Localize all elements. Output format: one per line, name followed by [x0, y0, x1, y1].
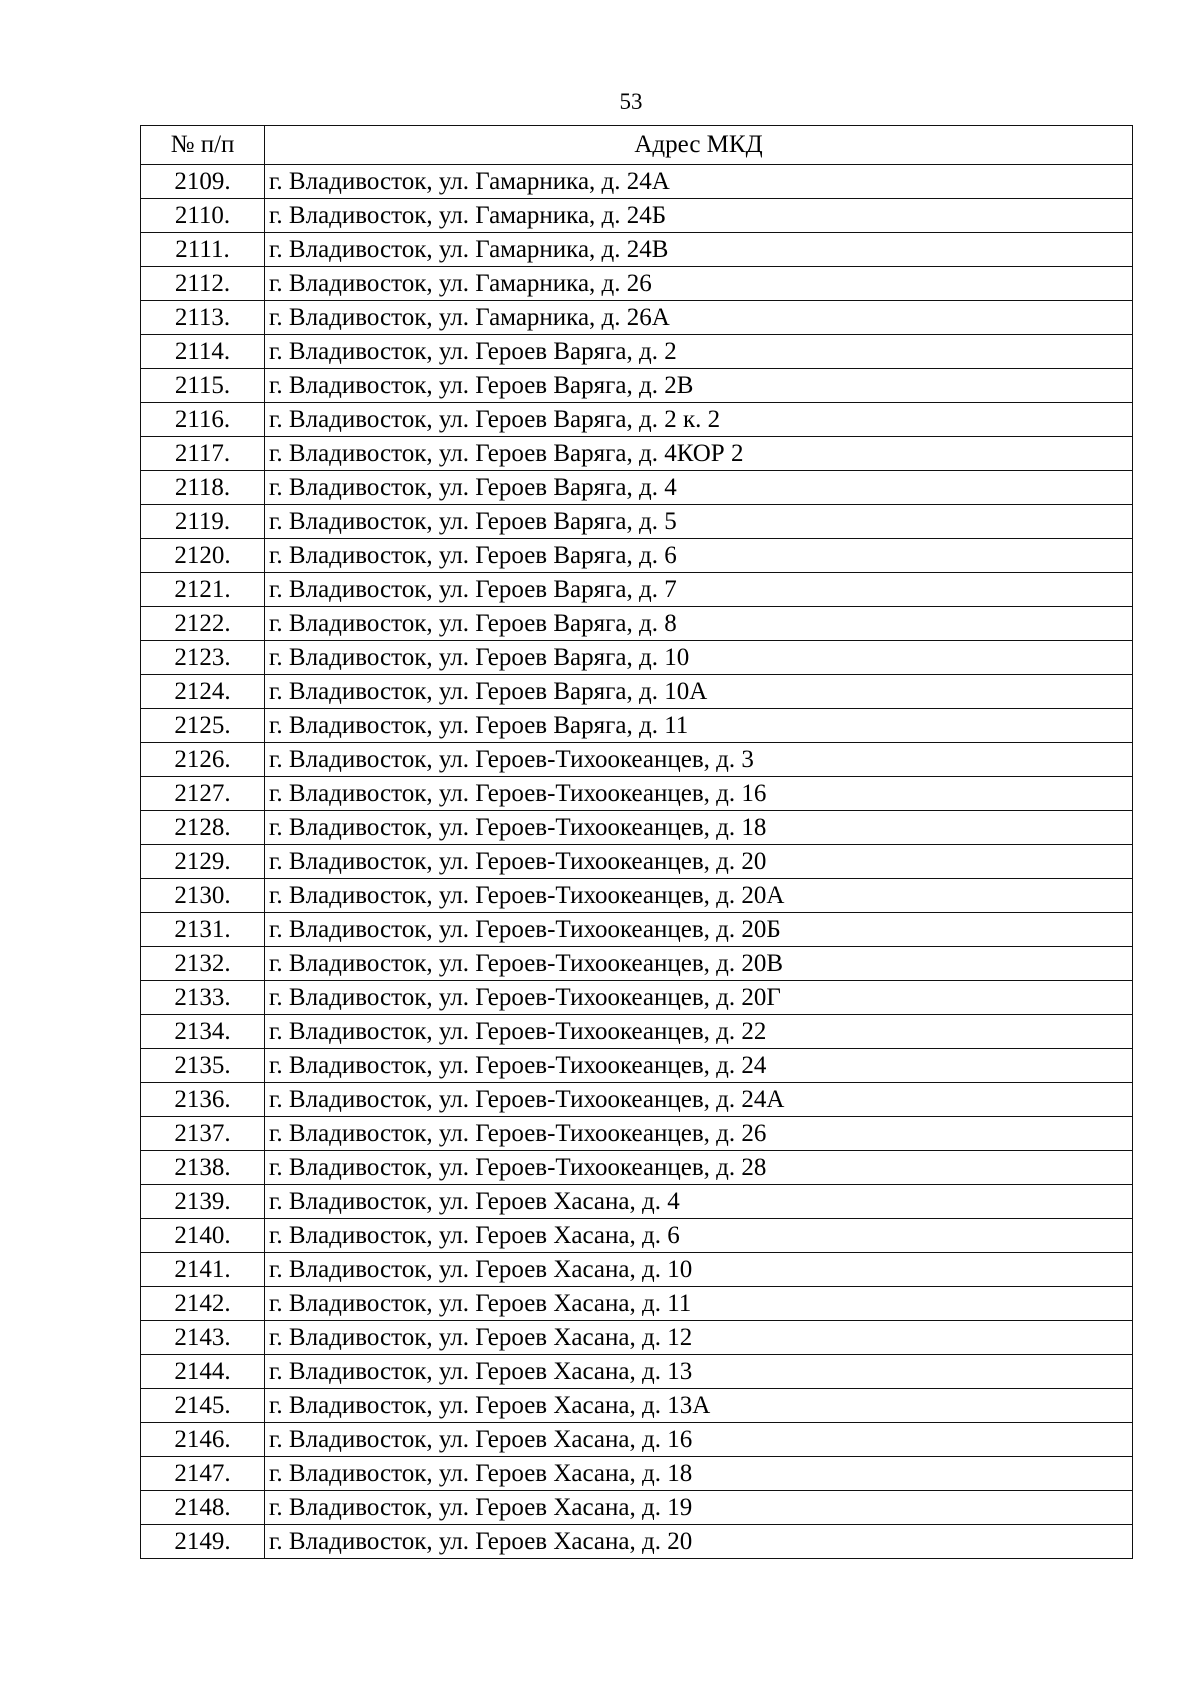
row-number: 2121.	[141, 573, 265, 607]
row-address: г. Владивосток, ул. Героев Варяга, д. 11	[265, 709, 1133, 743]
row-address: г. Владивосток, ул. Героев Варяга, д. 6	[265, 539, 1133, 573]
row-number: 2110.	[141, 199, 265, 233]
table-row	[141, 675, 1133, 709]
column-header-number: № п/п	[141, 126, 265, 165]
row-number: 2116.	[141, 403, 265, 437]
page-number: 53	[619, 89, 643, 114]
row-address: г. Владивосток, ул. Героев Хасана, д. 19	[265, 1491, 1133, 1525]
table-row	[141, 1491, 1133, 1525]
row-address: г. Владивосток, ул. Героев Варяга, д. 10А	[265, 675, 1133, 709]
table-row	[141, 607, 1133, 641]
row-number: 2142.	[141, 1287, 265, 1321]
table-row	[141, 1049, 1133, 1083]
table-header-row	[141, 126, 1133, 165]
row-address: г. Владивосток, ул. Героев Варяга, д. 4	[265, 471, 1133, 505]
row-address: г. Владивосток, ул. Героев Хасана, д. 12	[265, 1321, 1133, 1355]
row-number: 2128.	[141, 811, 265, 845]
table-row	[141, 505, 1133, 539]
table-row	[141, 879, 1133, 913]
table-row	[141, 709, 1133, 743]
row-address: г. Владивосток, ул. Героев Хасана, д. 10	[265, 1253, 1133, 1287]
row-number: 2122.	[141, 607, 265, 641]
row-address: г. Владивосток, ул. Героев Хасана, д. 16	[265, 1423, 1133, 1457]
row-address: г. Владивосток, ул. Героев Варяга, д. 2В	[265, 369, 1133, 403]
row-number: 2114.	[141, 335, 265, 369]
row-number: 2113.	[141, 301, 265, 335]
table-row	[141, 1287, 1133, 1321]
table-row	[141, 811, 1133, 845]
table-row	[141, 165, 1133, 199]
row-address: г. Владивосток, ул. Героев-Тихоокеанцев, д. 26	[265, 1117, 1133, 1151]
row-number: 2135.	[141, 1049, 265, 1083]
row-number: 2125.	[141, 709, 265, 743]
row-address: г. Владивосток, ул. Героев Хасана, д. 11	[265, 1287, 1133, 1321]
row-number: 2137.	[141, 1117, 265, 1151]
row-number: 2117.	[141, 437, 265, 471]
table-row	[141, 947, 1133, 981]
table-row	[141, 335, 1133, 369]
row-number: 2141.	[141, 1253, 265, 1287]
row-number: 2130.	[141, 879, 265, 913]
row-number: 2147.	[141, 1457, 265, 1491]
row-number: 2139.	[141, 1185, 265, 1219]
row-number: 2131.	[141, 913, 265, 947]
table-row	[141, 1219, 1133, 1253]
row-address: г. Владивосток, ул. Героев-Тихоокеанцев, д. 20Б	[265, 913, 1133, 947]
row-address: г. Владивосток, ул. Героев-Тихоокеанцев, д. 20	[265, 845, 1133, 879]
row-number: 2112.	[141, 267, 265, 301]
row-number: 2136.	[141, 1083, 265, 1117]
row-address: г. Владивосток, ул. Гамарника, д. 26А	[265, 301, 1133, 335]
row-address: г. Владивосток, ул. Героев-Тихоокеанцев, д. 24А	[265, 1083, 1133, 1117]
row-address: г. Владивосток, ул. Героев Хасана, д. 13	[265, 1355, 1133, 1389]
row-number: 2123.	[141, 641, 265, 675]
row-address: г. Владивосток, ул. Героев Варяга, д. 8	[265, 607, 1133, 641]
table-row	[141, 437, 1133, 471]
table-row	[141, 471, 1133, 505]
table-row	[141, 1151, 1133, 1185]
row-address: г. Владивосток, ул. Героев-Тихоокеанцев, д. 3	[265, 743, 1133, 777]
row-address: г. Владивосток, ул. Героев Варяга, д. 5	[265, 505, 1133, 539]
row-number: 2140.	[141, 1219, 265, 1253]
row-number: 2119.	[141, 505, 265, 539]
row-address: г. Владивосток, ул. Героев Варяга, д. 2	[265, 335, 1133, 369]
table-row	[141, 743, 1133, 777]
row-address: г. Владивосток, ул. Героев Хасана, д. 13А	[265, 1389, 1133, 1423]
table-row	[141, 539, 1133, 573]
row-address: г. Владивосток, ул. Героев-Тихоокеанцев, д. 24	[265, 1049, 1133, 1083]
table-row	[141, 981, 1133, 1015]
row-number: 2146.	[141, 1423, 265, 1457]
row-number: 2138.	[141, 1151, 265, 1185]
row-address: г. Владивосток, ул. Героев-Тихоокеанцев, д. 20В	[265, 947, 1133, 981]
row-number: 2118.	[141, 471, 265, 505]
row-number: 2132.	[141, 947, 265, 981]
row-address: г. Владивосток, ул. Гамарника, д. 24А	[265, 165, 1133, 199]
row-number: 2149.	[141, 1525, 265, 1559]
row-address: г. Владивосток, ул. Героев-Тихоокеанцев, д. 20А	[265, 879, 1133, 913]
table-row	[141, 913, 1133, 947]
table-row	[141, 233, 1133, 267]
row-number: 2129.	[141, 845, 265, 879]
row-address: г. Владивосток, ул. Героев-Тихоокеанцев, д. 20Г	[265, 981, 1133, 1015]
row-address: г. Владивосток, ул. Героев Хасана, д. 4	[265, 1185, 1133, 1219]
table-row	[141, 1117, 1133, 1151]
table-row	[141, 1355, 1133, 1389]
row-address: г. Владивосток, ул. Героев Варяга, д. 10	[265, 641, 1133, 675]
row-address: г. Владивосток, ул. Гамарника, д. 24Б	[265, 199, 1133, 233]
row-address: г. Владивосток, ул. Героев Хасана, д. 6	[265, 1219, 1133, 1253]
table-row	[141, 1457, 1133, 1491]
table-row	[141, 267, 1133, 301]
row-number: 2109.	[141, 165, 265, 199]
table-row	[141, 641, 1133, 675]
row-address: г. Владивосток, ул. Героев Варяга, д. 4КОР 2	[265, 437, 1133, 471]
row-number: 2120.	[141, 539, 265, 573]
row-address: г. Владивосток, ул. Гамарника, д. 26	[265, 267, 1133, 301]
row-address: г. Владивосток, ул. Героев-Тихоокеанцев, д. 16	[265, 777, 1133, 811]
row-number: 2134.	[141, 1015, 265, 1049]
table-row	[141, 1253, 1133, 1287]
row-address: г. Владивосток, ул. Героев Варяга, д. 7	[265, 573, 1133, 607]
row-address: г. Владивосток, ул. Героев-Тихоокеанцев, д. 28	[265, 1151, 1133, 1185]
row-number: 2144.	[141, 1355, 265, 1389]
row-address: г. Владивосток, ул. Героев-Тихоокеанцев, д. 22	[265, 1015, 1133, 1049]
table-row	[141, 369, 1133, 403]
column-header-address: Адрес МКД	[265, 126, 1133, 165]
row-number: 2115.	[141, 369, 265, 403]
table-row	[141, 403, 1133, 437]
table-row	[141, 1015, 1133, 1049]
row-address: г. Владивосток, ул. Героев Хасана, д. 18	[265, 1457, 1133, 1491]
row-number: 2124.	[141, 675, 265, 709]
row-number: 2143.	[141, 1321, 265, 1355]
row-number: 2148.	[141, 1491, 265, 1525]
table-row	[141, 1423, 1133, 1457]
table-row	[141, 845, 1133, 879]
row-address: г. Владивосток, ул. Героев Варяга, д. 2 к. 2	[265, 403, 1133, 437]
table-body	[141, 165, 1133, 1559]
table-row	[141, 573, 1133, 607]
address-table	[140, 125, 1133, 1559]
row-number: 2111.	[141, 233, 265, 267]
row-address: г. Владивосток, ул. Героев-Тихоокеанцев, д. 18	[265, 811, 1133, 845]
table-row	[141, 1389, 1133, 1423]
table-row	[141, 1321, 1133, 1355]
row-number: 2145.	[141, 1389, 265, 1423]
row-address: г. Владивосток, ул. Гамарника, д. 24В	[265, 233, 1133, 267]
row-number: 2133.	[141, 981, 265, 1015]
row-number: 2127.	[141, 777, 265, 811]
table-row	[141, 1525, 1133, 1559]
table-row	[141, 1083, 1133, 1117]
table-row	[141, 1185, 1133, 1219]
table-row	[141, 301, 1133, 335]
table-row	[141, 777, 1133, 811]
row-address: г. Владивосток, ул. Героев Хасана, д. 20	[265, 1525, 1133, 1559]
table-row	[141, 199, 1133, 233]
row-number: 2126.	[141, 743, 265, 777]
